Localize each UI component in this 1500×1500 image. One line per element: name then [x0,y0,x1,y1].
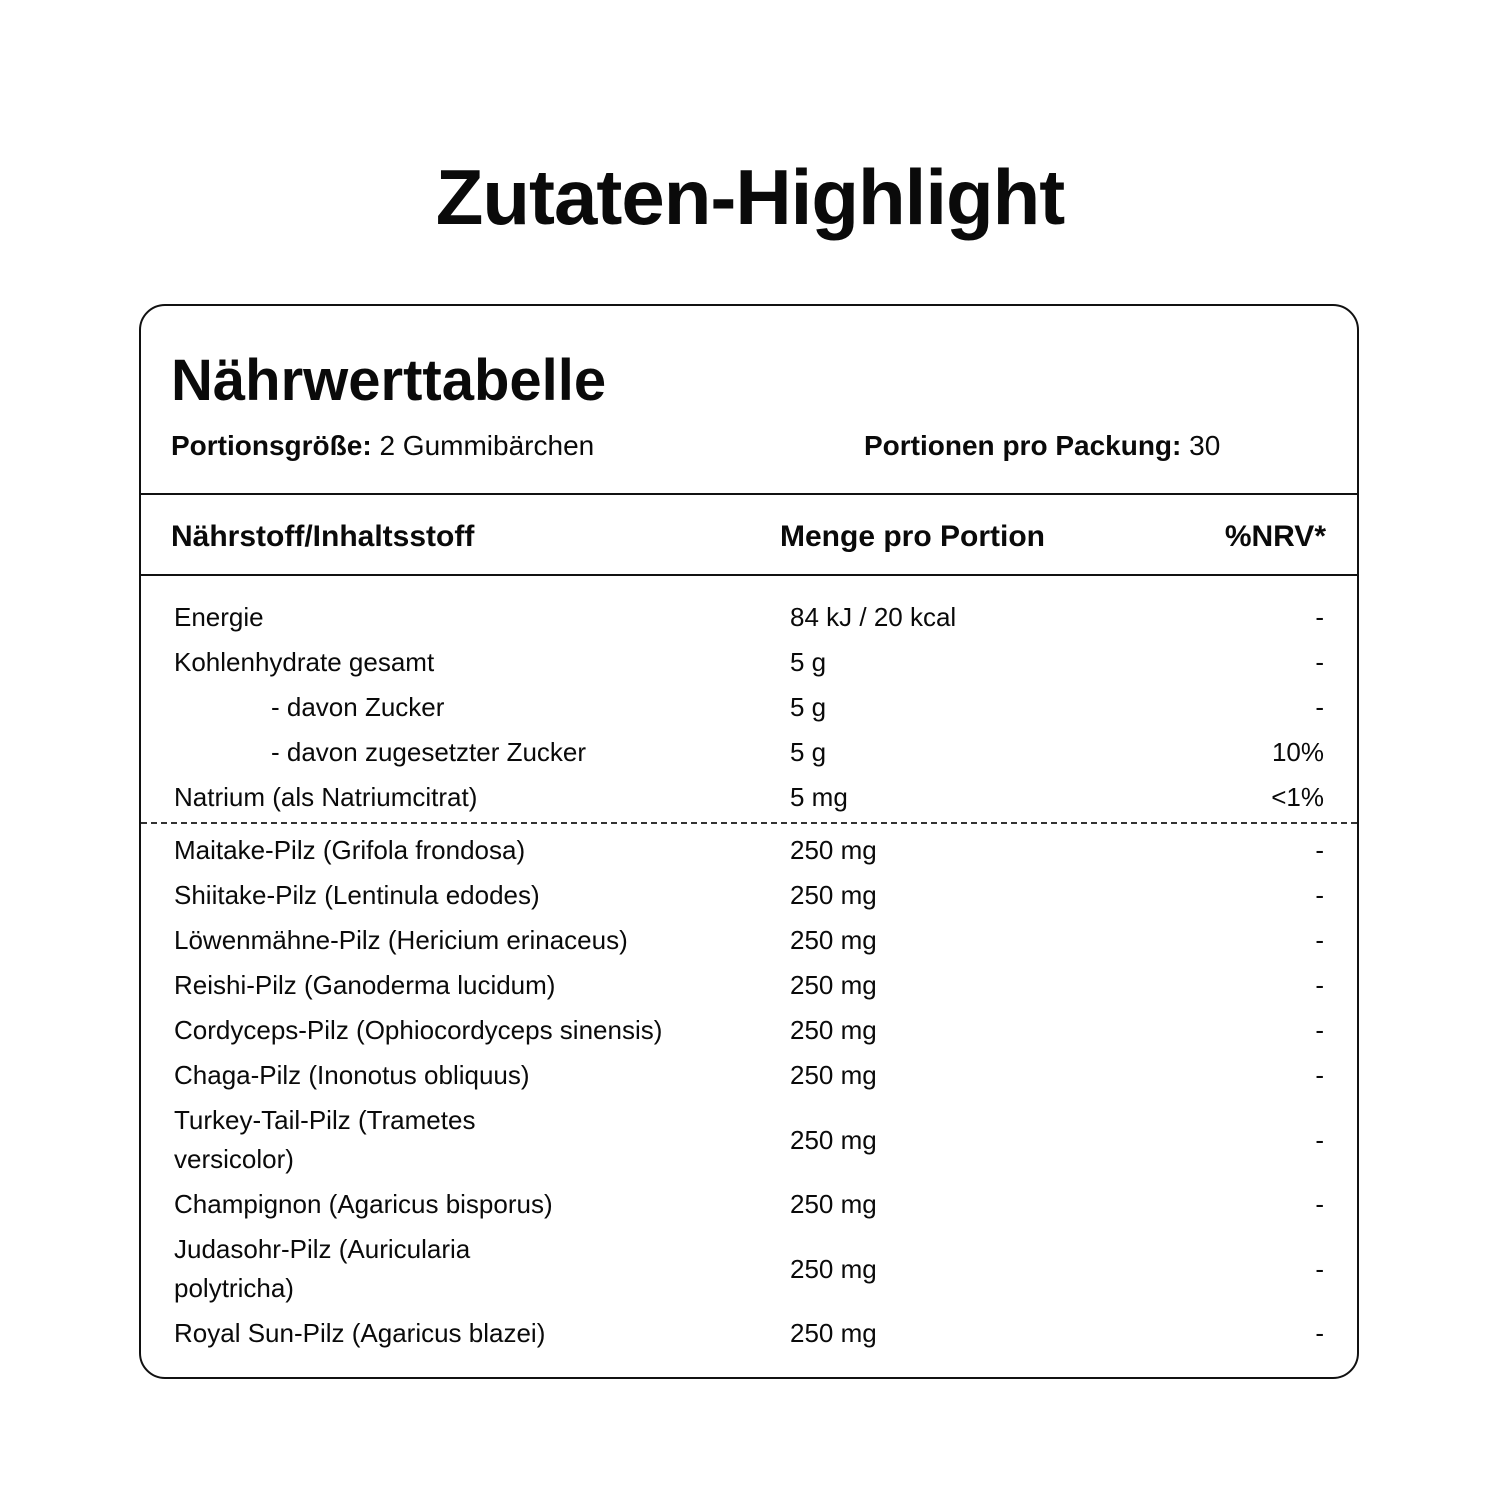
row-amount: 250 mg [790,835,877,865]
row-nrv: - [1315,1254,1324,1284]
table-row [141,831,1357,876]
row-name: Energie [174,602,264,632]
table-title: Nährwerttabelle [171,348,607,413]
row-name: - davon zugesetzter Zucker [271,737,587,767]
row-nrv: - [1315,1125,1324,1155]
row-name: Cordyceps-Pilz (Ophiocordyceps sinensis) [174,1015,663,1045]
row-amount: 5 mg [790,782,848,812]
page-title: Zutaten-Highlight [435,153,1065,241]
table-row [141,598,1357,643]
row-nrv: - [1315,1189,1324,1219]
table-row [141,733,1357,778]
serving-size-value: 2 Gummibärchen [379,430,595,461]
row-amount: 250 mg [790,1318,877,1348]
column-header-nutrient: Nährstoff/Inhaltsstoff [171,520,475,553]
servings-per-package [864,428,1220,464]
table-row [141,1185,1357,1230]
servings-per-package-value: 30 [1189,430,1221,461]
serving-size [171,428,594,464]
row-amount: 250 mg [790,1060,877,1090]
table-row [141,966,1357,1011]
row-amount: 250 mg [790,1015,877,1045]
row-amount: 5 g [790,692,827,722]
table-row [141,1056,1357,1101]
row-name: Kohlenhydrate gesamt [174,647,435,677]
row-amount: 250 mg [790,1254,877,1284]
divider [141,493,1357,495]
row-amount: 250 mg [790,970,877,1000]
row-name: Löwenmähne-Pilz (Hericium erinaceus) [174,925,628,955]
table-row [141,1314,1357,1359]
table-row [141,921,1357,966]
row-amount: 250 mg [790,925,877,955]
serving-size-label: Portionsgröße: [171,430,372,461]
row-nrv: - [1315,970,1324,1000]
row-amount: 84 kJ / 20 kcal [790,602,957,632]
row-nrv: - [1315,602,1324,632]
column-header-nrv: %NRV* [1224,520,1326,553]
table-row [141,688,1357,733]
row-nrv: - [1315,1318,1324,1348]
row-name: Judasohr-Pilz (Auricularia polytricha) [174,1234,471,1303]
row-nrv: <1% [1271,782,1324,812]
servings-per-package-label: Portionen pro Packung: [864,430,1182,461]
row-nrv: 10% [1271,737,1324,767]
row-nrv: - [1315,925,1324,955]
dashed-divider [141,822,1357,824]
divider [141,574,1357,576]
ingredient-rows [141,831,1357,1359]
nutrient-rows [141,598,1357,823]
row-amount: 250 mg [790,880,877,910]
row-name: Chaga-Pilz (Inonotus obliquus) [174,1060,530,1090]
table-row [141,778,1357,823]
row-nrv: - [1315,692,1324,722]
table-row [141,1230,1357,1314]
row-name: Maitake-Pilz (Grifola frondosa) [174,835,526,865]
row-amount: 5 g [790,737,827,767]
row-amount: 5 g [790,647,827,677]
table-row [141,1011,1357,1056]
row-name: - davon Zucker [271,692,445,722]
row-name: Reishi-Pilz (Ganoderma lucidum) [174,970,556,1000]
row-name: Royal Sun-Pilz (Agaricus blazei) [174,1318,546,1348]
nutrition-table-card [139,304,1359,1379]
row-amount: 250 mg [790,1125,877,1155]
row-name: Natrium (als Natriumcitrat) [174,782,478,812]
row-nrv: - [1315,1015,1324,1045]
row-name: Champignon (Agaricus bisporus) [174,1189,553,1219]
column-header-amount: Menge pro Portion [780,520,1045,553]
row-name: Turkey-Tail-Pilz (Trametes versicolor) [174,1105,476,1174]
row-nrv: - [1315,880,1324,910]
row-nrv: - [1315,1060,1324,1090]
table-row [141,643,1357,688]
row-nrv: - [1315,647,1324,677]
row-name: Shiitake-Pilz (Lentinula edodes) [174,880,540,910]
row-nrv: - [1315,835,1324,865]
table-row [141,1101,1357,1185]
row-amount: 250 mg [790,1189,877,1219]
table-row [141,876,1357,921]
